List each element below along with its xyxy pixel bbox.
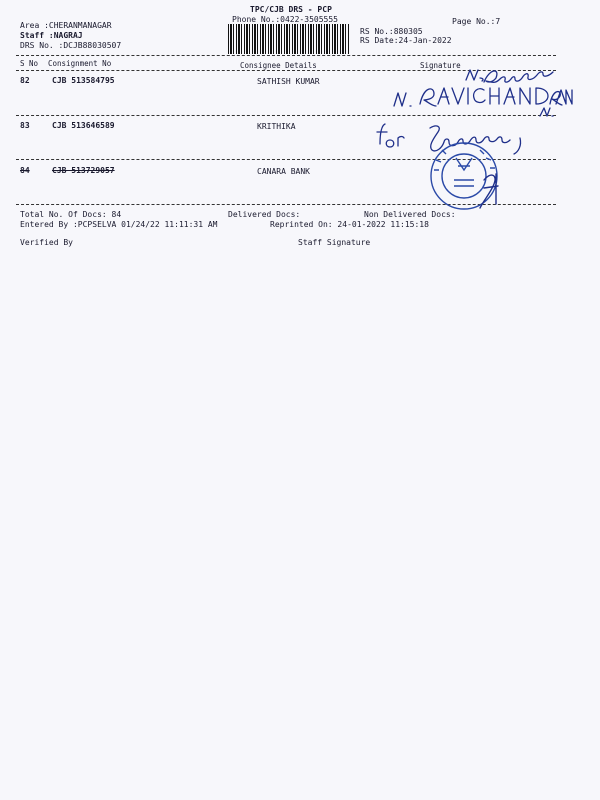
verified-by: Verified By bbox=[20, 238, 73, 247]
column-header-consignment: Consignment No bbox=[48, 59, 112, 68]
column-header-signature: Signature bbox=[420, 61, 461, 70]
staff-label: Staff :NAGRAJ bbox=[20, 31, 83, 40]
rs-date: RS Date:24-Jan-2022 bbox=[360, 36, 452, 45]
total-docs: Total No. Of Docs: 84 bbox=[20, 210, 122, 219]
page-number: Page No.:7 bbox=[452, 17, 501, 26]
row-84-consignee: CANARA BANK bbox=[257, 167, 310, 176]
staff-signature-label: Staff Signature bbox=[298, 238, 371, 247]
column-header-sno: S No bbox=[20, 59, 39, 68]
non-delivered-docs: Non Delivered Docs: bbox=[364, 210, 456, 219]
row-82-consignee: SATHISH KUMAR bbox=[257, 77, 320, 86]
phone-number: Phone No.:0422-3505555 bbox=[232, 15, 338, 24]
row-83-sno: 83 bbox=[20, 121, 30, 130]
header-divider-top bbox=[16, 55, 556, 56]
column-header-consignee: Consignee Details bbox=[240, 61, 317, 70]
document-title: TPC/CJB DRS - PCP bbox=[250, 5, 332, 14]
barcode bbox=[228, 24, 350, 54]
delivered-docs: Delivered Docs: bbox=[228, 210, 301, 219]
row-84-sno: 84 bbox=[20, 166, 30, 175]
reprinted-on: Reprinted On: 24-01-2022 11:15:18 bbox=[270, 220, 429, 229]
rs-number: RS No.:880305 bbox=[360, 27, 423, 36]
row-83-consignment: CJB 513646589 bbox=[52, 121, 115, 130]
row-84-consignment: CJB 513729057 bbox=[52, 166, 115, 175]
drs-number: DRS No. :DCJB88030507 bbox=[20, 41, 122, 50]
canara-bank-stamp-icon bbox=[424, 140, 504, 212]
row-82-consignment: CJB 513584795 bbox=[52, 76, 115, 85]
area-label: Area :CHERANMANAGAR bbox=[20, 21, 112, 30]
entered-by: Entered By :PCPSELVA 01/24/22 11:11:31 AM bbox=[20, 220, 218, 229]
row-83-consignee: KRITHIKA bbox=[257, 122, 296, 131]
row-82-sno: 82 bbox=[20, 76, 30, 85]
